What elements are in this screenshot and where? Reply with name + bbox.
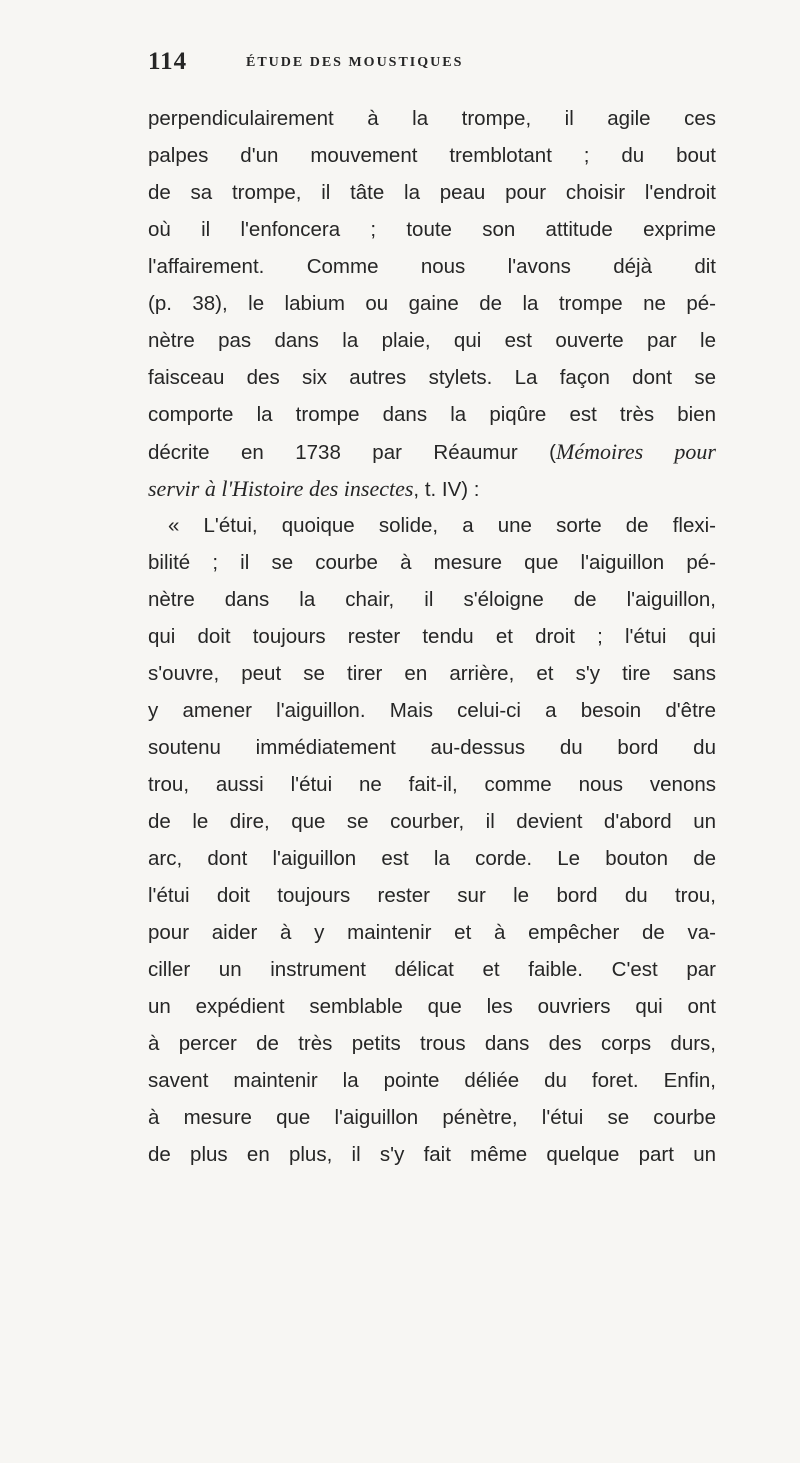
text-segment: « L'étui, quoique solide, a une sorte de flexi-: [168, 514, 716, 537]
italic-text: servir à l'Histoire des insectes: [148, 476, 414, 501]
text-line: [148, 803, 716, 840]
text-line: [148, 581, 716, 618]
running-head: [148, 48, 716, 88]
text-line: [148, 211, 716, 248]
text-segment: perpendiculairement à la trompe, il agile ces: [148, 107, 716, 130]
text-segment: palpes d'un mouvement tremblotant ; du bout: [148, 144, 716, 167]
text-segment: nètre pas dans la plaie, qui est ouverte par le: [148, 329, 716, 352]
text-segment: un expédient semblable que les ouvriers qui ont: [148, 995, 716, 1018]
text-segment: s'ouvre, peut se tirer en arrière, et s'y tire sans: [148, 662, 716, 685]
text-line: [148, 396, 716, 433]
text-line: [148, 322, 716, 359]
text-line: [148, 507, 716, 544]
text-segment: qui doit toujours rester tendu et droit ; l'étui qui: [148, 625, 716, 648]
text-line: [148, 729, 716, 766]
text-segment: décrite en 1738 par Réaumur (: [148, 441, 556, 464]
italic-text: Mémoires pour: [556, 439, 716, 464]
text-line: [148, 951, 716, 988]
text-line: [148, 988, 716, 1025]
text-segment: , t. IV) :: [413, 478, 480, 501]
text-segment: où il l'enfoncera ; toute son attitude exprime: [148, 218, 716, 241]
text-segment: trou, aussi l'étui ne fait-il, comme nous venons: [148, 773, 716, 796]
text-line: [148, 1099, 716, 1136]
text-segment: à percer de très petits trous dans des corps durs,: [148, 1032, 716, 1055]
text-segment: nètre dans la chair, il s'éloigne de l'aiguillon,: [148, 588, 716, 611]
text-line: [148, 137, 716, 174]
text-segment: l'étui doit toujours rester sur le bord du trou,: [148, 884, 716, 907]
text-segment: bilité ; il se courbe à mesure que l'aiguillon pé-: [148, 551, 716, 574]
text-line: [148, 100, 716, 137]
text-line: [148, 1062, 716, 1099]
text-line: [148, 359, 716, 396]
text-segment: de sa trompe, il tâte la peau pour choisir l'endroit: [148, 181, 716, 204]
running-title: ÉTUDE DES MOUSTIQUES: [246, 55, 464, 70]
text-segment: pour aider à y maintenir et à empêcher de va-: [148, 921, 716, 944]
text-segment: faisceau des six autres stylets. La façon dont se: [148, 366, 716, 389]
text-line: [148, 248, 716, 285]
text-segment: comporte la trompe dans la piqûre est très bien: [148, 403, 716, 426]
text-line: [148, 470, 716, 507]
text-line: [148, 914, 716, 951]
text-segment: (p. 38), le labium ou gaine de la trompe ne pé-: [148, 292, 716, 315]
text-line: [148, 433, 716, 470]
text-line: [148, 692, 716, 729]
text-segment: arc, dont l'aiguillon est la corde. Le bouton de: [148, 847, 716, 870]
text-segment: à mesure que l'aiguillon pénètre, l'étui se courbe: [148, 1106, 716, 1129]
text-segment: y amener l'aiguillon. Mais celui-ci a besoin d'être: [148, 699, 716, 722]
text-line: [148, 618, 716, 655]
text-segment: ciller un instrument délicat et faible. C'est par: [148, 958, 716, 981]
text-segment: de le dire, que se courber, il devient d'abord un: [148, 810, 716, 833]
text-line: [148, 1136, 716, 1173]
text-line: [148, 877, 716, 914]
text-segment: l'affairement. Comme nous l'avons déjà dit: [148, 255, 716, 278]
text-segment: soutenu immédiatement au-dessus du bord du: [148, 736, 716, 759]
text-line: [148, 766, 716, 803]
text-line: [148, 1025, 716, 1062]
text-line: [148, 285, 716, 322]
body-text: [148, 100, 716, 1173]
text-segment: de plus en plus, il s'y fait même quelque part un: [148, 1143, 716, 1166]
text-line: [148, 840, 716, 877]
page-number: 114: [148, 48, 188, 75]
text-line: [148, 655, 716, 692]
text-segment: savent maintenir la pointe déliée du foret. Enfin,: [148, 1069, 716, 1092]
text-line: [148, 544, 716, 581]
text-line: [148, 174, 716, 211]
